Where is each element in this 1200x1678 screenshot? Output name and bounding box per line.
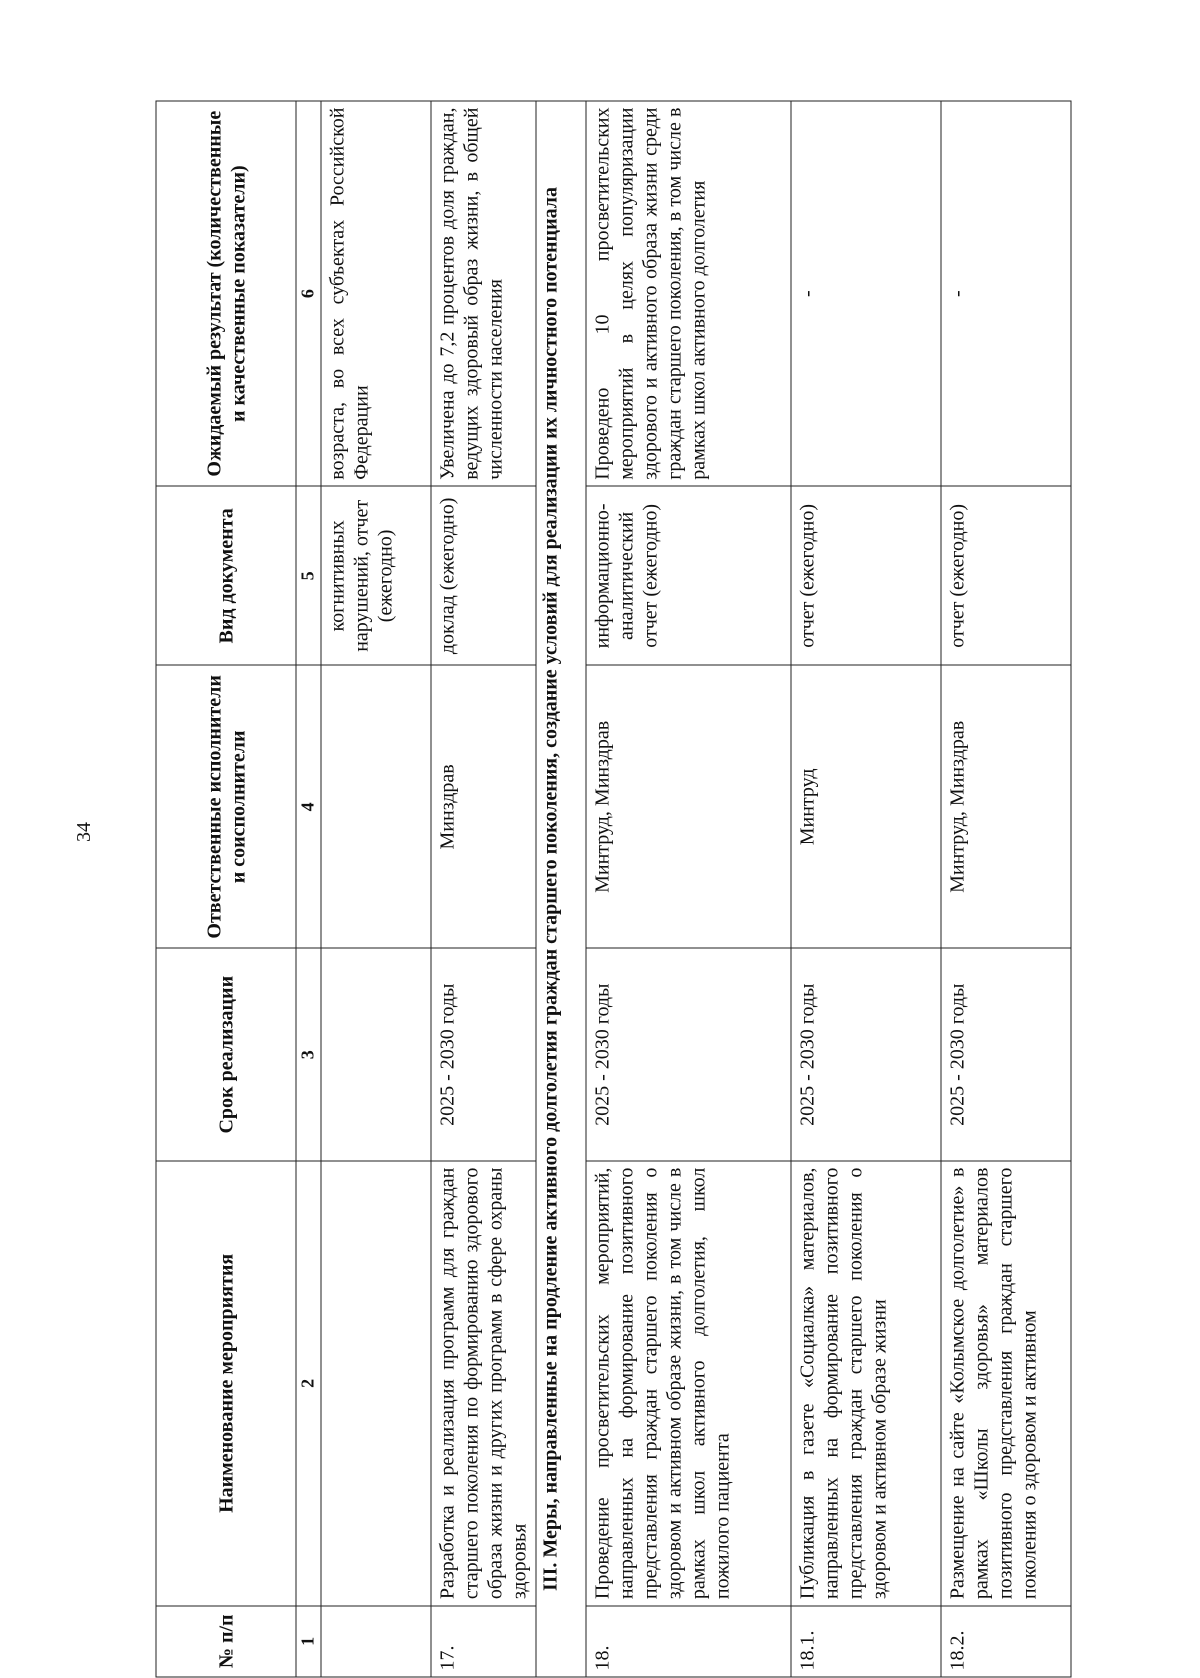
- row-executors: Минтруд, Минздрав: [941, 665, 1071, 948]
- column-number: 5: [296, 486, 321, 665]
- header-doc: Вид документа: [156, 486, 296, 665]
- header-result: Ожидаемый результат (количественные и качественные показатели): [156, 101, 296, 486]
- table-row: [941, 101, 1071, 1677]
- row-result: возраста, во всех субъектах Российской Федерации: [321, 101, 431, 486]
- row-doc: доклад (ежегодно): [431, 486, 536, 665]
- row-term: 2025 - 2030 годы: [941, 948, 1071, 1161]
- row-doc: информационно-аналитический отчет (ежегодно): [586, 486, 791, 665]
- row-term: [321, 948, 431, 1161]
- header-num: № п/п: [156, 1606, 296, 1677]
- column-number: 4: [296, 665, 321, 948]
- column-number: 2: [296, 1161, 321, 1606]
- row-num: 18.1.: [791, 1606, 941, 1677]
- section-title: III. Меры, направленные на продление активного долголетия граждан старшего поколения, создание условий для реализации их личностного потенциала: [536, 101, 586, 1677]
- header-term: Срок реализации: [156, 948, 296, 1161]
- row-executors: [321, 665, 431, 948]
- row-result: Проведено 10 просветительских мероприятий в целях популяризации здорового и активного образа жизни среди граждан старшего поколения, в том числе в рамках школ активного долголетия: [586, 101, 791, 486]
- row-doc: отчет (ежегодно): [791, 486, 941, 665]
- row-executors: Минтруд, Минздрав: [586, 665, 791, 948]
- row-num: 18.2.: [941, 1606, 1071, 1677]
- header-name: Наименование мероприятия: [156, 1161, 296, 1606]
- header-executors: Ответственные исполнители и соисполнители: [156, 665, 296, 948]
- row-term: 2025 - 2030 годы: [791, 948, 941, 1161]
- row-name: [321, 1161, 431, 1606]
- row-name: Публикация в газете «Социалка» материалов, направленных на формирование позитивного представления граждан старшего поколения о здоровом и активном образе жизни: [791, 1161, 941, 1606]
- row-num: 17.: [431, 1606, 536, 1677]
- row-num: [321, 1606, 431, 1677]
- measures-table: [156, 101, 1072, 1678]
- table-row: [586, 101, 791, 1677]
- table-row: [321, 101, 431, 1677]
- row-result: Увеличена до 7,2 процентов доля граждан, ведущих здоровый образ жизни, в общей численности населения: [431, 101, 536, 486]
- column-number: 6: [296, 101, 321, 486]
- section-header-row: [536, 101, 586, 1677]
- row-num: 18.: [586, 1606, 791, 1677]
- document-sheet: [156, 101, 1059, 1678]
- column-number-row: [296, 101, 321, 1677]
- row-doc: отчет (ежегодно): [941, 486, 1071, 665]
- row-executors: Минздрав: [431, 665, 536, 948]
- row-result: -: [791, 101, 941, 486]
- page-number: 34: [73, 822, 95, 842]
- row-result: -: [941, 101, 1071, 486]
- column-number: 3: [296, 948, 321, 1161]
- row-name: Проведение просветительских мероприятий, направленных на формирование позитивного представления граждан старшего поколения о здоровом и активном образе жизни, в том числе в рамках школ активного долголетия, школ пожилого пациента: [586, 1161, 791, 1606]
- row-executors: Минтруд: [791, 665, 941, 948]
- row-term: 2025 - 2030 годы: [586, 948, 791, 1161]
- table-row: [791, 101, 941, 1677]
- row-name: Размещение на сайте «Колымское долголетие» в рамках «Школы здоровья» материалов позитивного представления граждан старшего поколения о здоровом и активном: [941, 1161, 1071, 1606]
- header-row: [156, 101, 296, 1677]
- row-term: 2025 - 2030 годы: [431, 948, 536, 1161]
- row-doc: когнитивных нарушений, отчет (ежегодно): [321, 486, 431, 665]
- table-row: [431, 101, 536, 1677]
- column-number: 1: [296, 1606, 321, 1677]
- row-name: Разработка и реализация программ для граждан старшего поколения по формированию здорового образа жизни и других программ в сфере охраны здоровья: [431, 1161, 536, 1606]
